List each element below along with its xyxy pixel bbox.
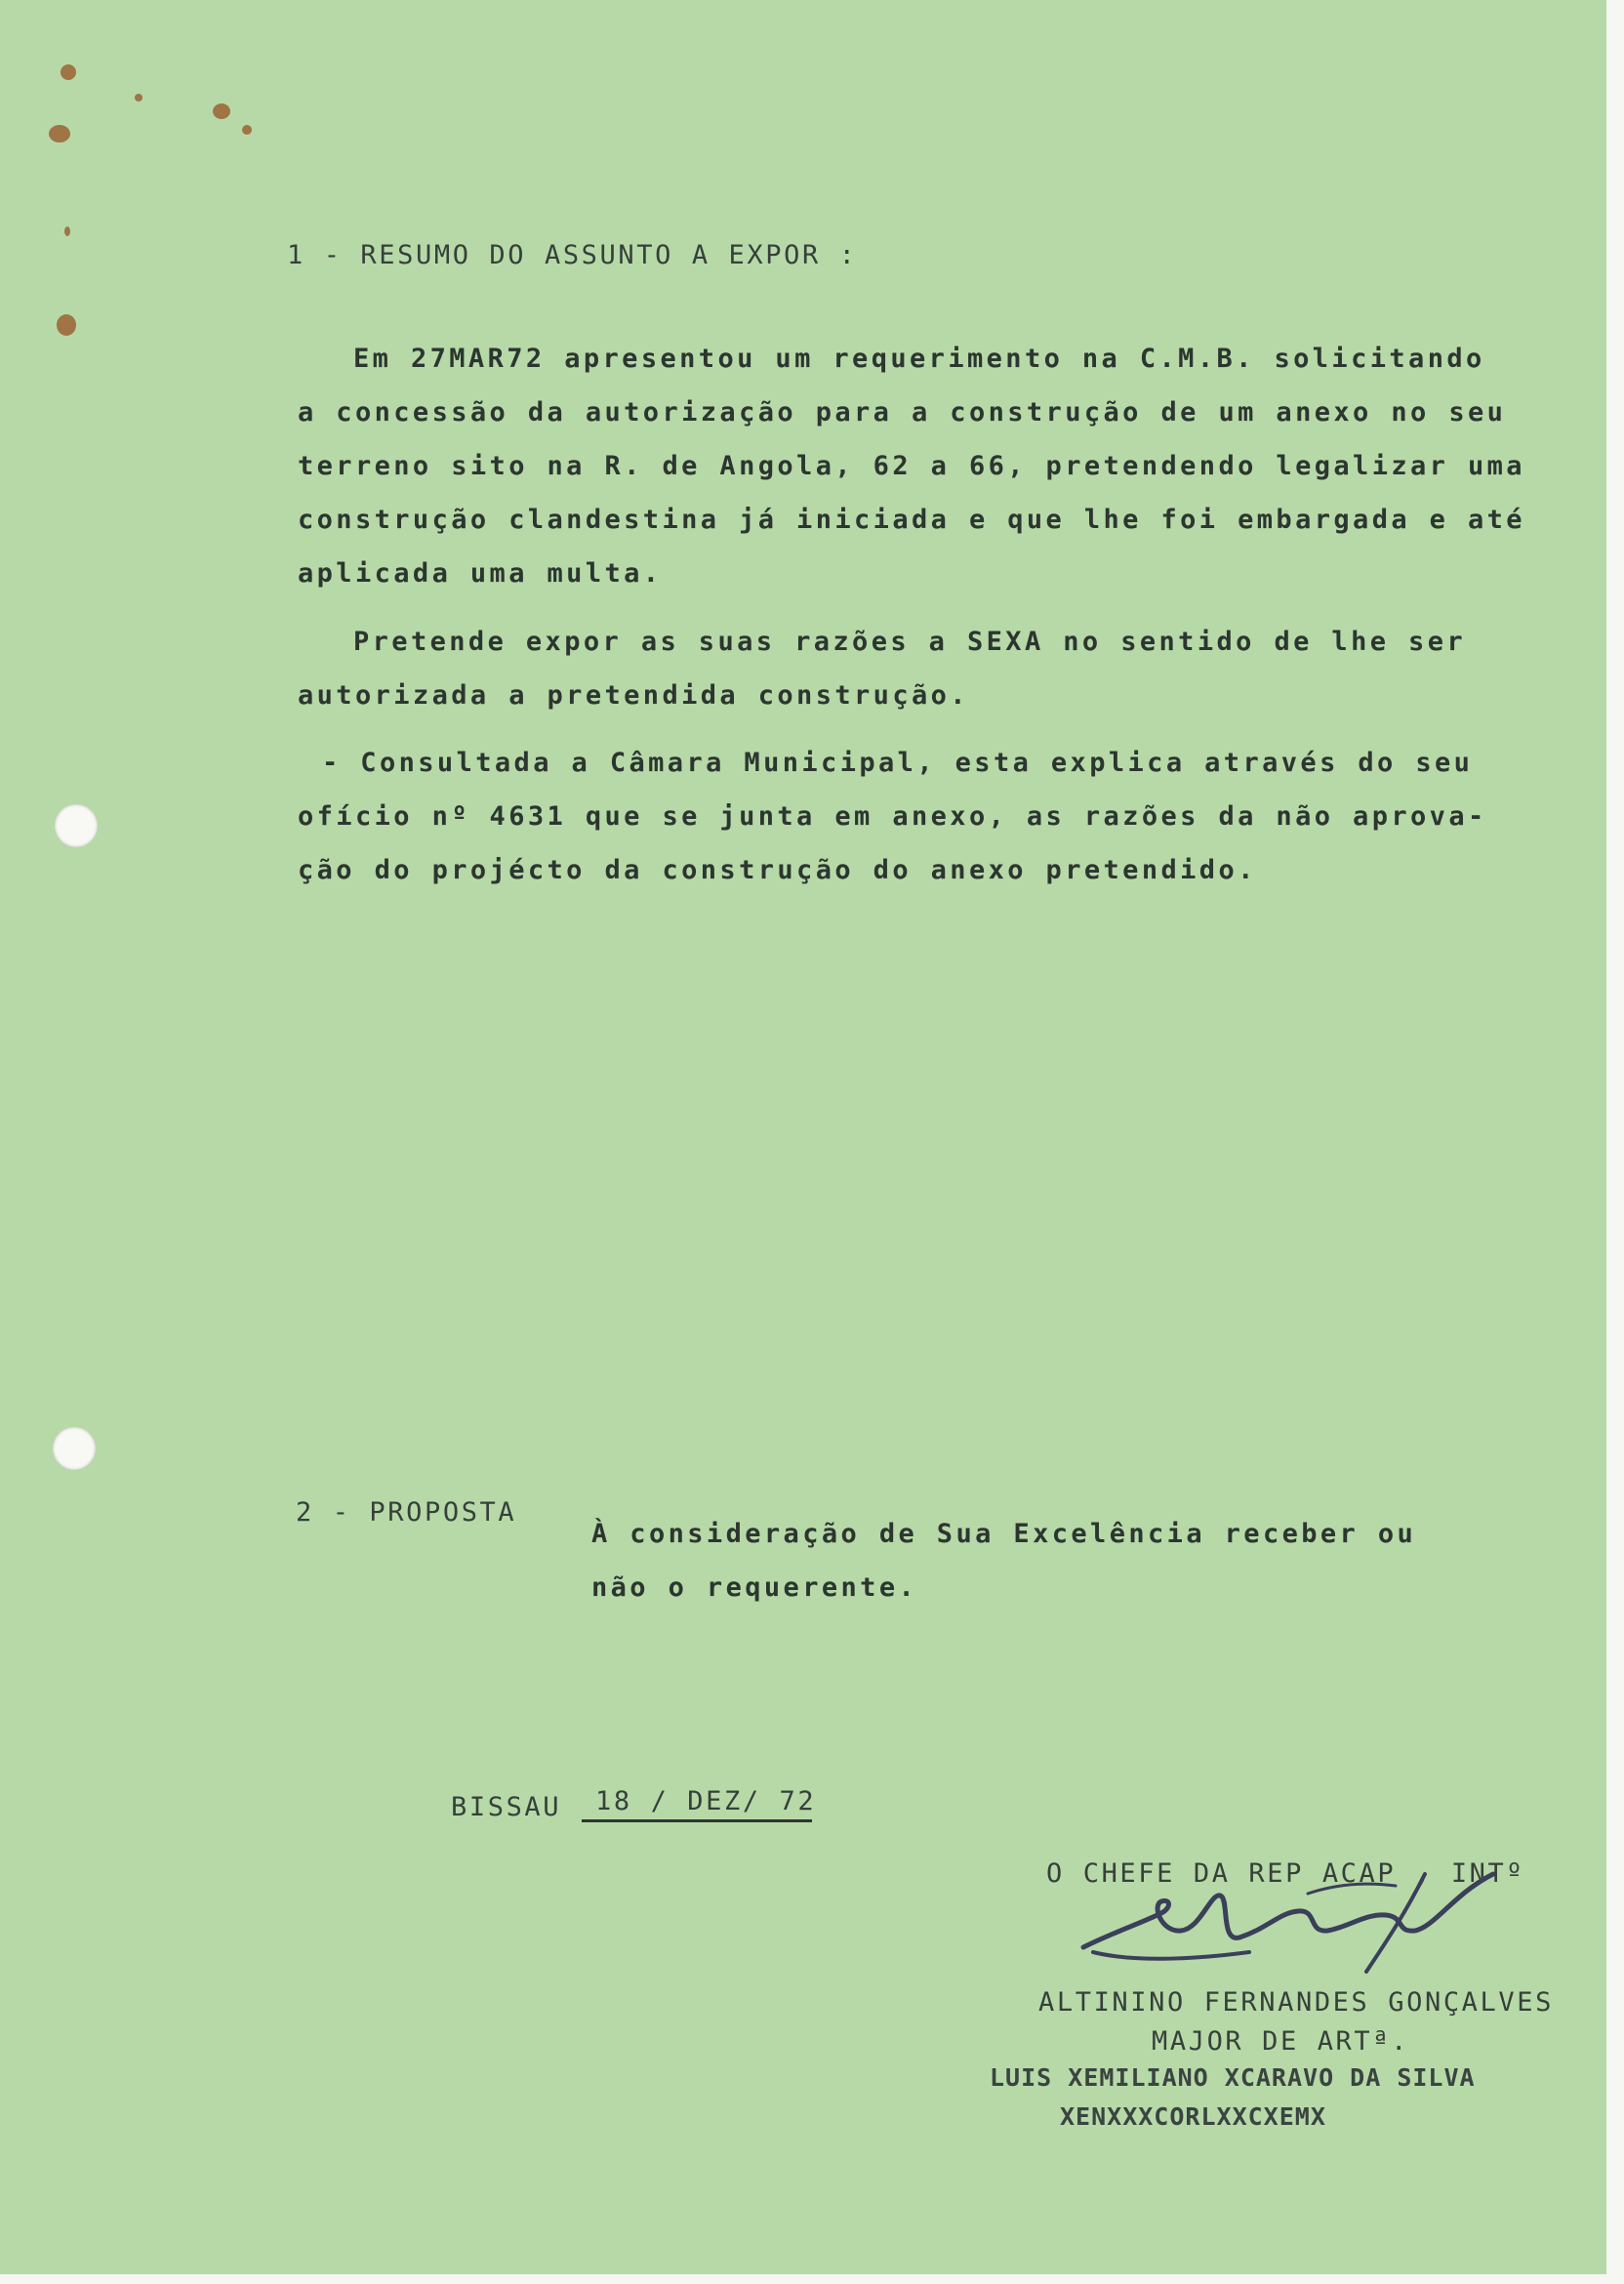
signer-rank: MAJOR DE ARTª. [1152,2026,1409,2057]
struck-out-line: XENXXXCORLXXCXEMX [1060,2102,1326,2131]
signer-name: ALTININO FERNANDES GONÇALVES [1038,1987,1554,2018]
rust-stain [242,125,252,135]
body-line: terreno sito na R. de Angola, 62 a 66, pretendendo legalizar uma [298,451,1525,481]
punch-hole [55,804,98,847]
rust-stain [213,103,230,119]
body-line: ofício nº 4631 que se junta em anexo, as razões da não aprova- [298,801,1487,832]
body-line: autorizada a pretendida construção. [298,680,969,711]
body-line: Em 27MAR72 apresentou um requerimento na C.M.B. solicitando [353,344,1485,374]
body-line: construção clandestina já iniciada e que lhe foi embargada e até [298,505,1525,535]
body-line: Pretende expor as suas razões a SEXA no sentido de lhe ser [353,627,1467,657]
handwritten-signature [1074,1855,1522,1991]
struck-out-line: LUIS XEMILIANO XCARAVO DA SILVA [990,2063,1476,2092]
body-line: aplicada uma multa. [298,558,663,589]
body-line: a concessão da autorização para a construção de um anexo no seu [298,397,1507,428]
rust-stain [135,94,142,102]
date-underline [582,1819,812,1822]
rust-stain [64,226,70,236]
page-edge [0,2274,1624,2284]
proposal-line: À consideração de Sua Excelência receber ou [591,1519,1417,1549]
rust-stain [49,125,70,143]
section-1-heading: 1 - RESUMO DO ASSUNTO A EXPOR : [287,240,858,270]
proposal-line: não o requerente. [591,1572,918,1603]
signer-title: O CHEFE DA REP ACAP , INTº [1046,1858,1525,1889]
body-line: - Consultada a Câmara Municipal, esta explica através do seu [322,748,1474,778]
rust-stain [61,64,76,80]
date-value: 18 / DEZ/ 72 [595,1786,817,1816]
body-line: ção do projécto da construção do anexo pretendido. [298,855,1257,885]
date-place: BISSAU [451,1792,562,1822]
page-edge [1606,0,1624,2284]
rust-stain [57,314,76,336]
punch-hole [53,1427,96,1470]
section-2-heading: 2 - PROPOSTA [296,1497,517,1528]
